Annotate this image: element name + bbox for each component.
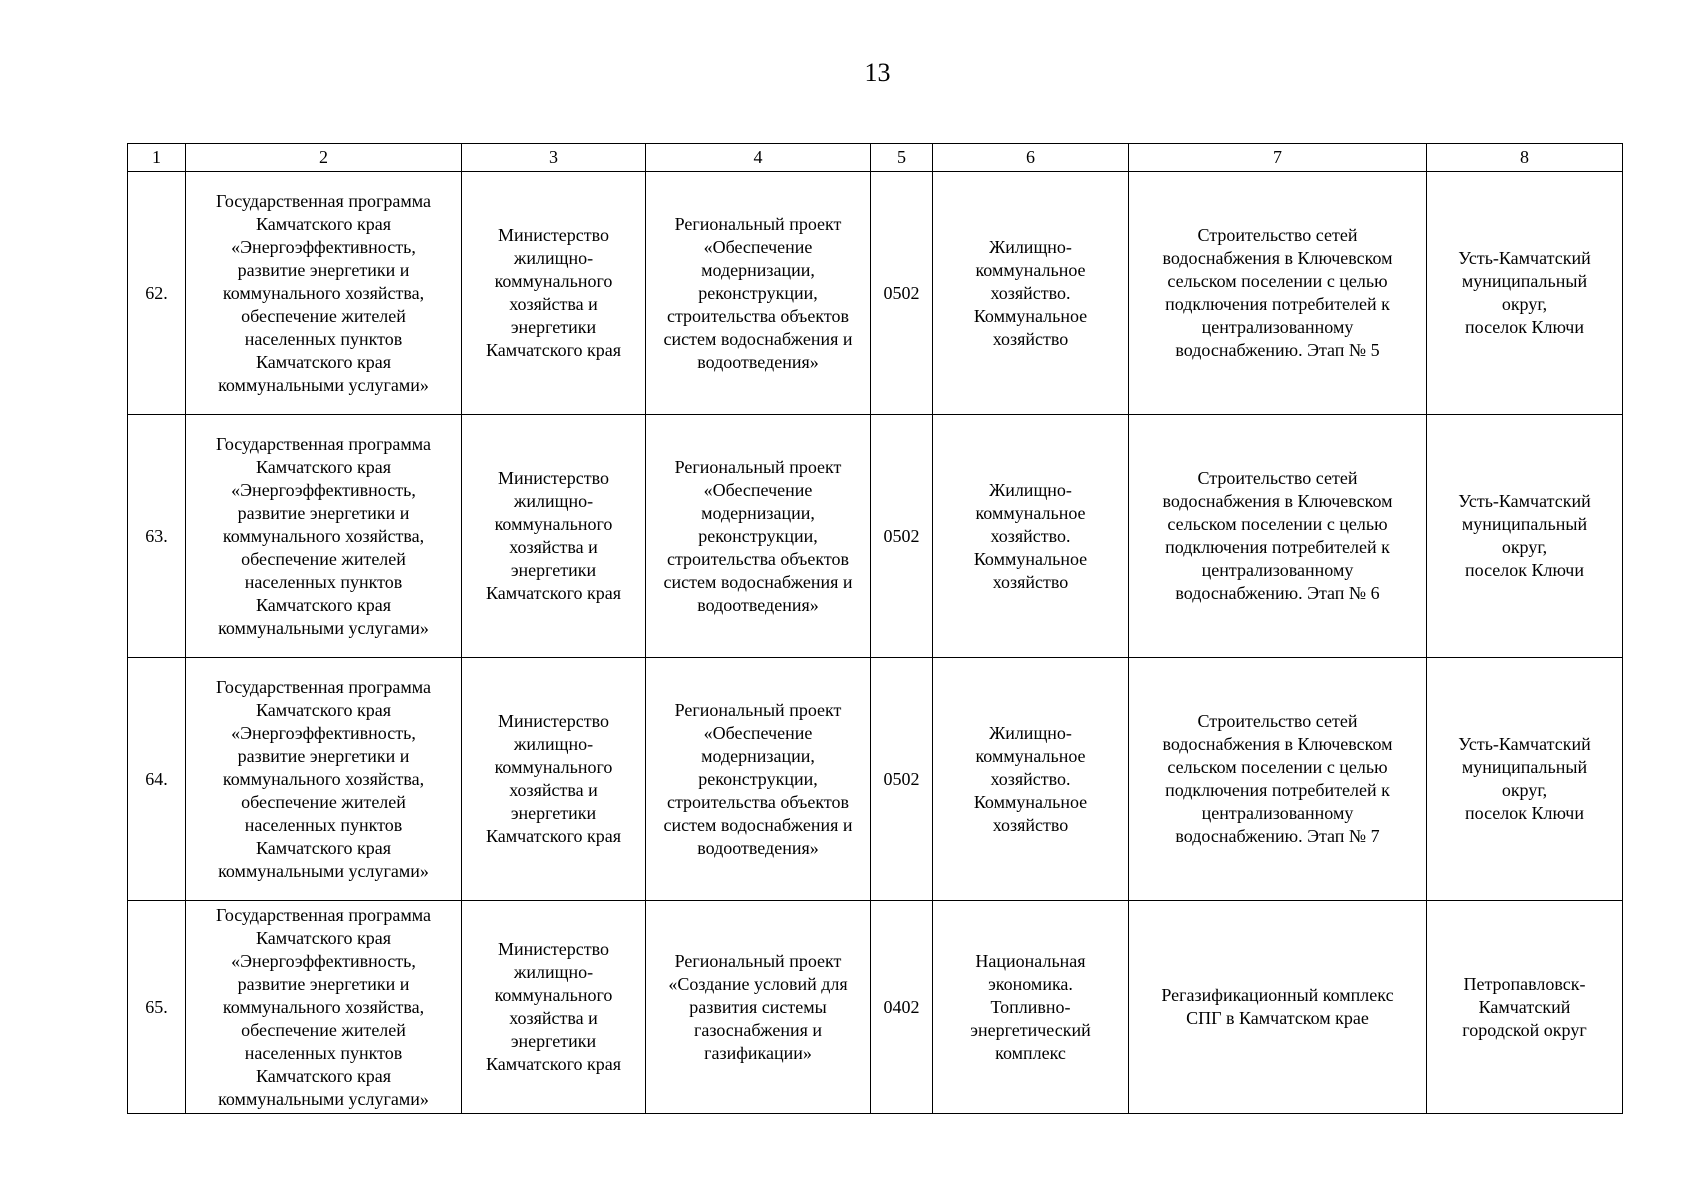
object-cell: Строительство сетей водоснабжения в Ключевском сельском поселении с целью подключения потребителей к централизованному водоснабжению. Этап № 5 [1129, 172, 1427, 415]
program-cell: Государственная программа Камчатского края «Энергоэффективность, развитие энергетики и коммунального хозяйства, обеспечение жителей населенных пунктов Камчатского края коммунальными услугами» [186, 901, 462, 1114]
section-cell: Жилищно- коммунальное хозяйство. Коммунальное хозяйство [933, 172, 1129, 415]
project-cell: Региональный проект «Обеспечение модернизации, реконструкции, строительства объектов систем водоснабжения и водоотведения» [646, 172, 871, 415]
section-cell: Национальная экономика. Топливно- энергетический комплекс [933, 901, 1129, 1114]
object-cell: Строительство сетей водоснабжения в Ключевском сельском поселении с целью подключения потребителей к централизованному водоснабжению. Этап № 7 [1129, 658, 1427, 901]
row-number: 65. [128, 901, 186, 1114]
row-number: 64. [128, 658, 186, 901]
location-cell: Усть-Камчатский муниципальный округ, поселок Ключи [1427, 172, 1623, 415]
code-cell: 0502 [871, 415, 933, 658]
ministry-cell: Министерство жилищно- коммунального хозяйства и энергетики Камчатского края [462, 415, 646, 658]
location-cell: Усть-Камчатский муниципальный округ, поселок Ключи [1427, 658, 1623, 901]
code-cell: 0402 [871, 901, 933, 1114]
column-header: 4 [646, 144, 871, 172]
row-number: 63. [128, 415, 186, 658]
column-header: 3 [462, 144, 646, 172]
program-cell: Государственная программа Камчатского края «Энергоэффективность, развитие энергетики и коммунального хозяйства, обеспечение жителей населенных пунктов Камчатского края коммунальными услугами» [186, 415, 462, 658]
row-number: 62. [128, 172, 186, 415]
object-cell: Строительство сетей водоснабжения в Ключевском сельском поселении с целью подключения потребителей к централизованному водоснабжению. Этап № 6 [1129, 415, 1427, 658]
column-header: 2 [186, 144, 462, 172]
program-cell: Государственная программа Камчатского края «Энергоэффективность, развитие энергетики и коммунального хозяйства, обеспечение жителей населенных пунктов Камчатского края коммунальными услугами» [186, 172, 462, 415]
program-table [127, 143, 1623, 1114]
column-header: 1 [128, 144, 186, 172]
project-cell: Региональный проект «Создание условий для развития системы газоснабжения и газификации» [646, 901, 871, 1114]
object-cell: Регазификационный комплекс СПГ в Камчатском крае [1129, 901, 1427, 1114]
page-number: 13 [864, 58, 891, 87]
table-row [128, 415, 1623, 658]
table-row [128, 658, 1623, 901]
column-header: 8 [1427, 144, 1623, 172]
program-cell: Государственная программа Камчатского края «Энергоэффективность, развитие энергетики и коммунального хозяйства, обеспечение жителей населенных пунктов Камчатского края коммунальными услугами» [186, 658, 462, 901]
ministry-cell: Министерство жилищно- коммунального хозяйства и энергетики Камчатского края [462, 901, 646, 1114]
column-number-row [128, 144, 1623, 172]
location-cell: Петропавловск- Камчатский городской округ [1427, 901, 1623, 1114]
table-row [128, 901, 1623, 1114]
code-cell: 0502 [871, 658, 933, 901]
ministry-cell: Министерство жилищно- коммунального хозяйства и энергетики Камчатского края [462, 658, 646, 901]
ministry-cell: Министерство жилищно- коммунального хозяйства и энергетики Камчатского края [462, 172, 646, 415]
table-row [128, 172, 1623, 415]
column-header: 6 [933, 144, 1129, 172]
project-cell: Региональный проект «Обеспечение модернизации, реконструкции, строительства объектов систем водоснабжения и водоотведения» [646, 415, 871, 658]
location-cell: Усть-Камчатский муниципальный округ, поселок Ключи [1427, 415, 1623, 658]
column-header: 7 [1129, 144, 1427, 172]
section-cell: Жилищно- коммунальное хозяйство. Коммунальное хозяйство [933, 658, 1129, 901]
column-header: 5 [871, 144, 933, 172]
section-cell: Жилищно- коммунальное хозяйство. Коммунальное хозяйство [933, 415, 1129, 658]
project-cell: Региональный проект «Обеспечение модернизации, реконструкции, строительства объектов систем водоснабжения и водоотведения» [646, 658, 871, 901]
code-cell: 0502 [871, 172, 933, 415]
